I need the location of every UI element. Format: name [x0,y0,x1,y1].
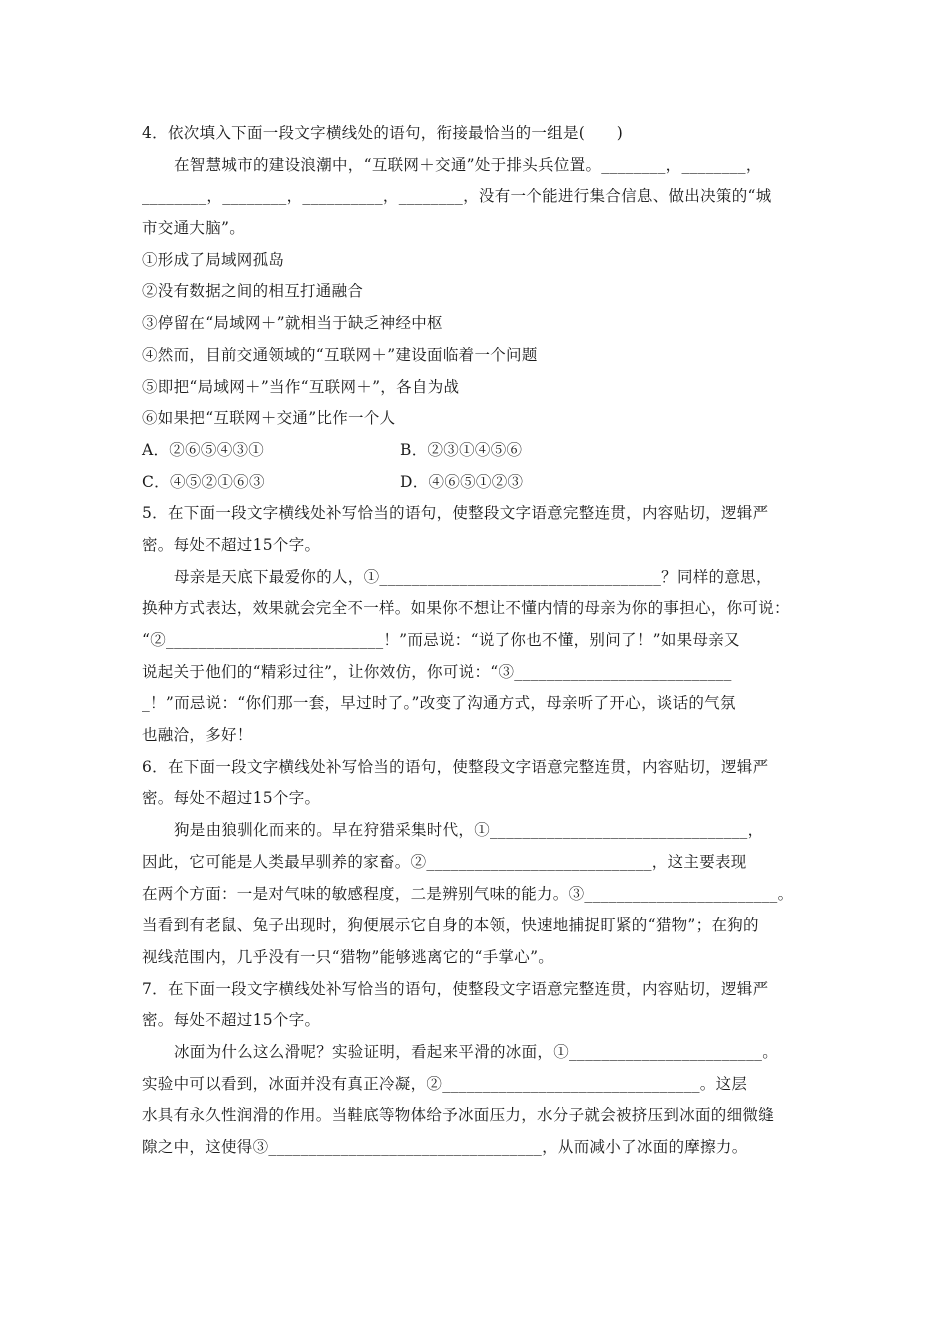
q4-item-2: ②没有数据之间的相互打通融合 [142,282,364,301]
q4-item-3: ③停留在“局域网＋”就相当于缺乏神经中枢 [142,314,443,333]
q4-item-6: ⑥如果把“互联网＋交通”比作一个人 [142,409,396,428]
q6-passage-line: 当看到有老鼠、兔子出现时，狗便展示它自身的本领，快速地捕捉盯紧的“猎物”；在狗的 [142,916,759,935]
q7-passage-line: 实验中可以看到，冰面并没有真正冷凝，②________________________________。这层 [142,1074,748,1093]
question-4 [142,118,814,498]
q6-passage-line: 视线范围内，几乎没有一只“猎物”能够逃离它的“手掌心”。 [142,947,555,966]
option-b: B．②③①④⑤⑥ [400,440,523,459]
question-6-stem: 6．在下面一段文字横线处补写恰当的语句，使整段文字语意完整连贯，内容贴切，逻辑严 [142,757,769,776]
q5-passage-line: 说起关于他们的“精彩过往”，让你效仿，你可说：“③___________________________ [142,662,732,681]
q7-passage-line: 水具有永久性润滑的作用。当鞋底等物体给予冰面压力，水分子就会被挤压到冰面的细微缝 [142,1106,775,1125]
question-6 [142,752,814,974]
question-7-stem: 7．在下面一段文字横线处补写恰当的语句，使整段文字语意完整连贯，内容贴切，逻辑严 [142,979,769,998]
q4-passage-line: ________，________，__________，________，没有一个能进行集合信息、做出决策的“城 [142,187,772,206]
q4-item-4: ④然而，目前交通领域的“互联网＋”建设面临着一个问题 [142,345,538,364]
question-7 [142,974,814,1164]
q5-passage-line: 换种方式表达，效果就会完全不一样。如果你不想让不懂内情的母亲为你的事担心，你可说： [142,599,790,618]
q5-passage-line: 母亲是天底下最爱你的人，①___________________________________？同样的意思， [174,567,772,586]
q4-options-row-2 [142,467,814,499]
q6-passage-line: 在两个方面：一是对气味的敏感程度，二是辨别气味的能力。③________________________。 [142,884,794,903]
question-6-stem: 密。每处不超过15个字。 [142,789,321,808]
q4-options-row-1 [142,435,814,467]
q4-item-1: ①形成了局域网孤岛 [142,250,285,269]
question-7-stem: 密。每处不超过15个字。 [142,1011,321,1030]
q7-passage-line: 隙之中，这使得③__________________________________，从而减小了冰面的摩擦力。 [142,1138,748,1156]
q5-passage-line: _！”而忌说：“你们那一套，早过时了。”改变了沟通方式，母亲听了开心，谈话的气氛 [142,694,736,713]
q4-passage-line: 市交通大脑”。 [142,219,246,238]
question-5 [142,498,814,752]
q6-passage-line: 因此，它可能是人类最早驯养的家畜。②____________________________，这主要表现 [142,852,747,871]
q4-item-5: ⑤即把“局域网＋”当作“互联网＋”，各自为战 [142,377,460,396]
option-a: A．②⑥⑤④③① [142,440,265,459]
q4-passage-line: 在智慧城市的建设浪潮中，“互联网＋交通”处于排头兵位置。________，________， [174,155,762,174]
q6-passage-line: 狗是由狼驯化而来的。早在狩猎采集时代，①________________________________， [174,821,764,840]
question-5-stem: 5．在下面一段文字横线处补写恰当的语句，使整段文字语意完整连贯，内容贴切，逻辑严 [142,504,769,523]
question-5-stem: 密。每处不超过15个字。 [142,535,321,554]
question-4-stem: 4．依次填入下面一段文字横线处的语句，衔接最恰当的一组是( ) [142,124,624,142]
option-d: D．④⑥⑤①②③ [400,472,524,491]
q5-passage-line: “②___________________________！”而忌说：“说了你也不懂，别问了！”如果母亲又 [142,631,740,649]
q5-passage-line: 也融洽，多好！ [142,726,253,745]
option-c: C．④⑤②①⑥③ [142,472,265,491]
worksheet-page [142,118,814,1164]
q7-passage-line: 冰面为什么这么滑呢？实验证明，看起来平滑的冰面，①________________________。 [174,1042,779,1061]
